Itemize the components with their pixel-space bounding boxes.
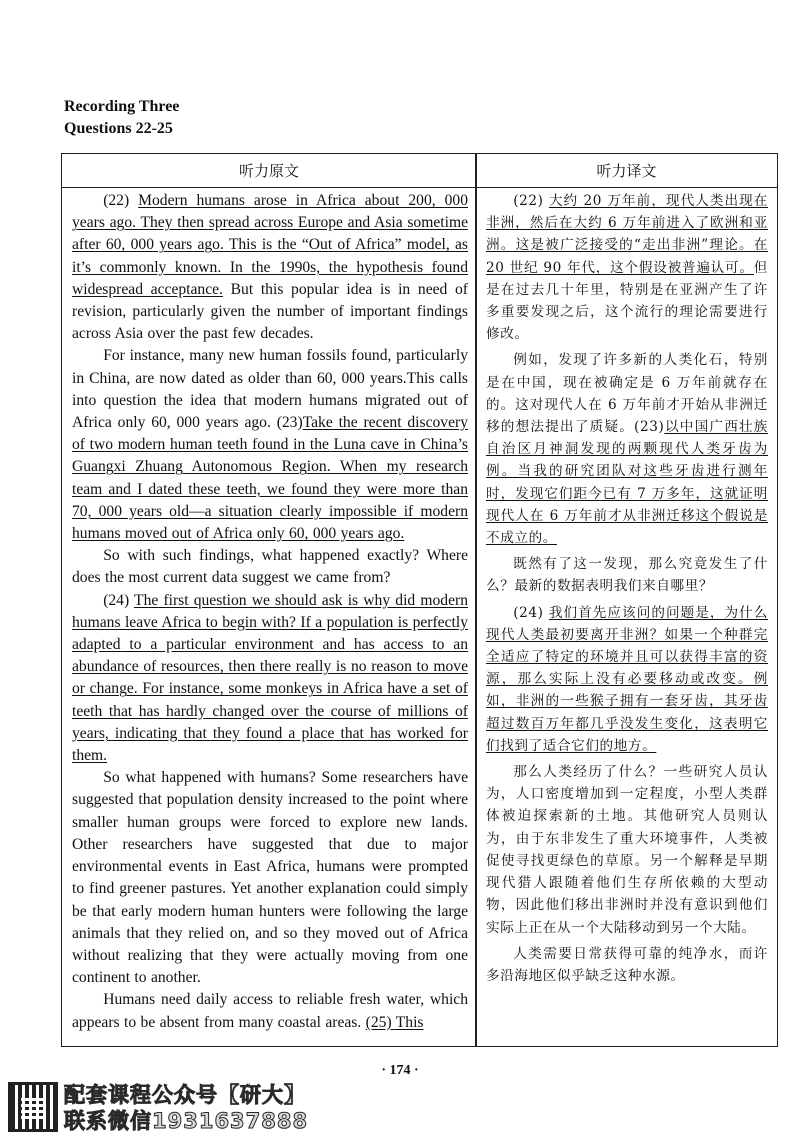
zh-answer-24: 我们首先应该问的问题是，为什么现代人类最初要离开非洲？如果一个种群完全适应了特定的环境并且可以获得丰富的资源，那么实际上没有必要移动或改变。例如，非洲的一些猴子拥有一套牙齿，其牙齿超过数百万年都几乎没发生变化，这表明它们找到了适合它们的地方。 [486,604,768,754]
en-paragraph-5: So what happened with humans? Some researchers have suggested that population density increased to the point where smaller human groups were forced to explore new lands. Other researchers have suggested that due to major environmental events in East Africa, humans were prompted to find greener pastures. Yet another explanation could simply be that early modern human hunters were following the large animals that they relied on, and so they moved out of Africa without realizing that they were actually moving from one continent to another. [72,769,468,987]
page-number: · 174 · [381,1063,419,1078]
zh-answer-22: 大约 20 万年前，现代人类出现在非洲，然后在大约 6 万年前进入了欧洲和亚洲。这是被广泛接受的“走出非洲”理论。在 20 世纪 90 年代，这个假设被普遍认可。 [486,193,769,276]
english-transcript [72,190,468,1034]
en-answer-25: (25) This [365,1013,424,1031]
promo-watermark [64,1082,308,1134]
zh-paragraph-24: (24) 我们首先应该问的问题是，为什么现代人类最初要离开非洲？如果一个种群完全适应了特定的环境并且可以获得丰富的资源，那么实际上没有必要移动或改变。例如，非洲的一些猴子拥有一套牙齿，其牙齿超过数百万年都几乎没发生变化，这表明它们找到了适合它们的地方。 [486,604,768,754]
transcript-table [61,153,778,1047]
en-paragraph-25: Humans need daily access to reliable fresh water, which appears to be absent from many coastal areas. (25) This [72,991,468,1031]
zh-paragraph-3: 既然有了这一发现，那么究竟发生了什么？最新的数据表明我们来自哪里？ [486,556,768,595]
en-answer-24: The first question we should ask is why did modern humans leave Africa to begin with? If a population is perfectly adapted to a particular environment and has access to an abundance of resources, then there really is no reason to move or change. For instance, some monkeys in Africa have a set of teeth that has hardly changed over the course of millions of years, indicating that they found a place that has worked for them. [72,591,468,765]
en-paragraph-22: (22) Modern humans arose in Africa about 200, 000 years ago. They then spread across Europe and Asia sometime after 60, 000 years ago. This is the “Out of Africa” model, as it’s commonly known. In the 1990s, the hypothesis found widespread acceptance. But this popular idea is in need of revision, particularly given the number of important findings across Asia over the past few decades. [72,192,469,343]
header-translation: 听力译文 [476,154,777,188]
chinese-translation [486,190,768,991]
zh-paragraph-5: 那么人类经历了什么？一些研究人员认为，人口密度增加到一定程度，小型人类群体被迫探索新的土地。其他研究人员则认为，由于东非发生了重大环境事件，人类被促使寻找更绿色的草原。另一个解释是早期现代猎人跟随着他们生存所依赖的大型动物，因此他们移出非洲时并没有意识到他们实际上正在从一个大陆移动到另一个大陆。 [486,764,768,936]
en-paragraph-23: For instance, many new human fossils found, particularly in China, are now dated as older than 60, 000 years.This calls into question the idea that modern humans migrated out of Africa only 60, 000 years ago. (23)Take the recent discovery of two modern human teeth found in the Luna cave in China’s Guangxi Zhuang Autonomous Region. When my research team and I dated these teeth, we found they were more than 70, 000 years old—a situation clearly impossible if modern humans moved out of Africa only 60, 000 years ago. [72,347,468,543]
zh-paragraph-22: (22) 大约 20 万年前，现代人类出现在非洲，然后在大约 6 万年前进入了欧洲和亚洲。这是被广泛接受的“走出非洲”理论。在 20 世纪 90 年代，这个假设被普遍认可。但是在过去几十年里，特别是在亚洲产生了许多重要发现之后，这个流行的理论需要进行修改。 [486,193,769,343]
en-paragraph-3: So with such findings, what happened exactly? Where does the most current data suggest we came from? [72,547,468,587]
column-divider [475,154,477,1046]
questions-range: Questions 22-25 [64,120,173,137]
promo-line-1: 配套课程公众号【研大】 [64,1083,306,1107]
qr-code-icon [8,1082,58,1132]
recording-title: Recording Three [64,98,180,115]
section-heading [64,96,179,140]
zh-answer-23: 以中国广西壮族自治区月神洞发现的两颗现代人类牙齿为例。当我的研究团队对这些牙齿进行测年时，发现它们距今已有 7 万多年，这就证明现代人在 6 万年前才从非洲迁移这个假说是不成立的。 [486,419,768,547]
en-paragraph-24: (24) The first question we should ask is why did modern humans leave Africa to begin with? If a population is perfectly adapted to a particular environment and has access to an abundance of resources, then there really is no reason to move or change. For instance, some monkeys in Africa have a set of teeth that has hardly changed over the course of millions of years, indicating that they found a place that has worked for them. [72,591,468,765]
zh-paragraph-23: 例如，发现了许多新的人类化石，特别是在中国，现在被确定是 6 万年前就存在的。这对现代人在 6 万年前才开始从非洲迁移的想法提出了质疑。(23)以中国广西壮族自治区月神洞发现的两颗现代人类牙齿为例。当我的研究团队对这些牙齿进行测年时，发现它们距今已有 7 万多年，这就证明现代人在 6 万年前才从非洲迁移这个假说是不成立的。 [486,352,768,547]
header-original: 听力原文 [62,154,476,188]
zh-paragraph-6: 人类需要日常获得可靠的纯净水，而许多沿海地区似乎缺乏这种水源。 [486,945,768,984]
en-answer-22: Modern humans arose in Africa about 200, 000 years ago. They then spread across Europe and Asia sometime after 60, 000 years ago. This is the “Out of Africa” model, as it’s commonly known. In the 1990s, the hypothesis found widespread acceptance. [72,192,468,298]
promo-line-2: 联系微信1931637888 [64,1109,309,1133]
en-answer-23: Take the recent discovery of two modern human teeth found in the Luna cave in China’s Guangxi Zhuang Autonomous Region. When my research team and I dated these teeth, we found they were more than 70, 000 years old—a situation clearly impossible if modern humans moved out of Africa only 60, 000 years ago. [72,414,468,543]
